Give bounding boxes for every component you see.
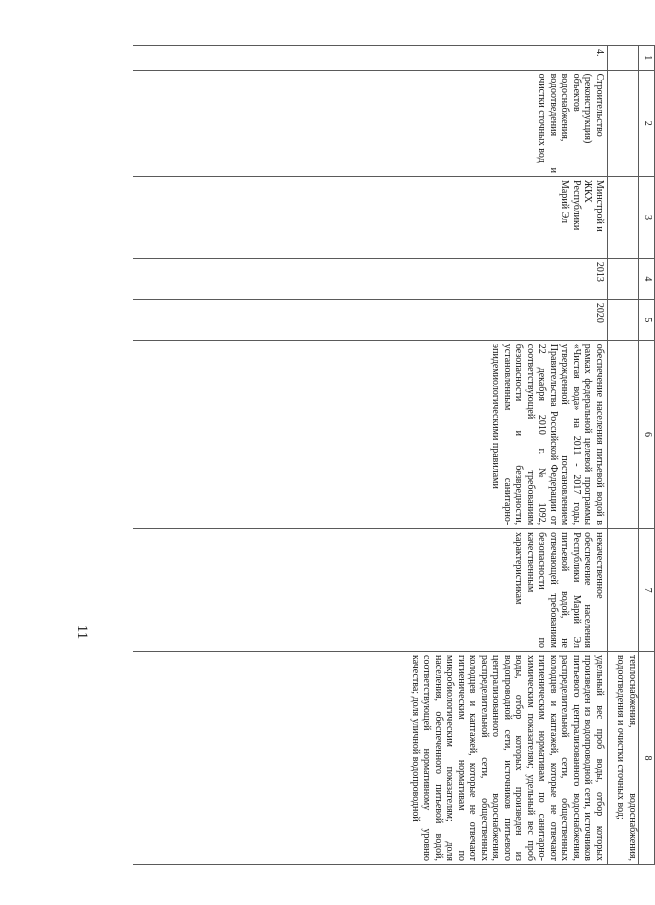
column-number-3: 3: [639, 177, 655, 259]
responsible-executor: Минстрой и ЖКХ Республики Марий Эл: [133, 177, 608, 259]
start-year: 2013: [133, 258, 608, 299]
table-row: [133, 46, 608, 865]
end-year: 2020: [133, 299, 608, 340]
continuation-row: [608, 46, 639, 865]
program-measures-table: [133, 45, 655, 865]
non-implementation-consequences: некачественное обеспечение населения Республики Марий Эл питьевой водой, не отвечающей требованиям безопасности по качественным характеристикам: [133, 529, 608, 652]
column-number-2: 2: [639, 70, 655, 176]
column-number-7: 7: [639, 529, 655, 652]
cont-cell-3: [608, 177, 639, 259]
row-number: 4.: [133, 46, 608, 71]
related-indicators: удельный вес проб воды, отбор которых произведен из водопроводной сети, источников питьевого централизованного водоснабжения, распределительной сети, общественных колодцев и каптажей, которые не отвечают гигиеническим нормативам по санитарно-химическим показателям; удельный вес проб воды, отбор которых произведен из водопроводной сети, источников питьевого централизованного водоснабжения, распределительной сети, общественных колодцев и каптажей, которые не отвечают гигиеническим нормативам по микробиологическим показателям; доля населения, обеспеченного питьевой водой, соответствующей нормативному уровню качества; доля уличной водопроводной: [133, 652, 608, 865]
column-number-5: 5: [639, 299, 655, 340]
cont-cell-5: [608, 299, 639, 340]
page-number: 11: [74, 624, 90, 640]
cont-cell-1: [608, 46, 639, 71]
cont-cell-indicators: теплоснабжения, водоснабжения, водоотведения и очистки сточных вод;: [608, 652, 639, 865]
rotated-table-container: [95, 45, 655, 865]
column-number-header-row: [639, 46, 655, 865]
cont-cell-6: [608, 340, 639, 528]
expected-result: обеспечение населения питьевой водой в рамках федеральной целевой программы «Чистая вода» на 2011 - 2017 годы, утвержденной постановлением Правительства Российской Федерации от 22 декабря 2010 г. № 1092, соответствующей требованиям безопасности и безвредности, установленным санитарно-эпидемиологическими правилами: [133, 340, 608, 528]
cont-cell-4: [608, 258, 639, 299]
column-number-6: 6: [639, 340, 655, 528]
column-number-4: 4: [639, 258, 655, 299]
cont-cell-7: [608, 529, 639, 652]
cont-cell-2: [608, 70, 639, 176]
column-number-1: 1: [639, 46, 655, 71]
column-number-8: 8: [639, 652, 655, 865]
measure-name: Строительство (реконструкция) объектов водоснабжения, водоотведения и очистки сточных вод: [133, 70, 608, 176]
